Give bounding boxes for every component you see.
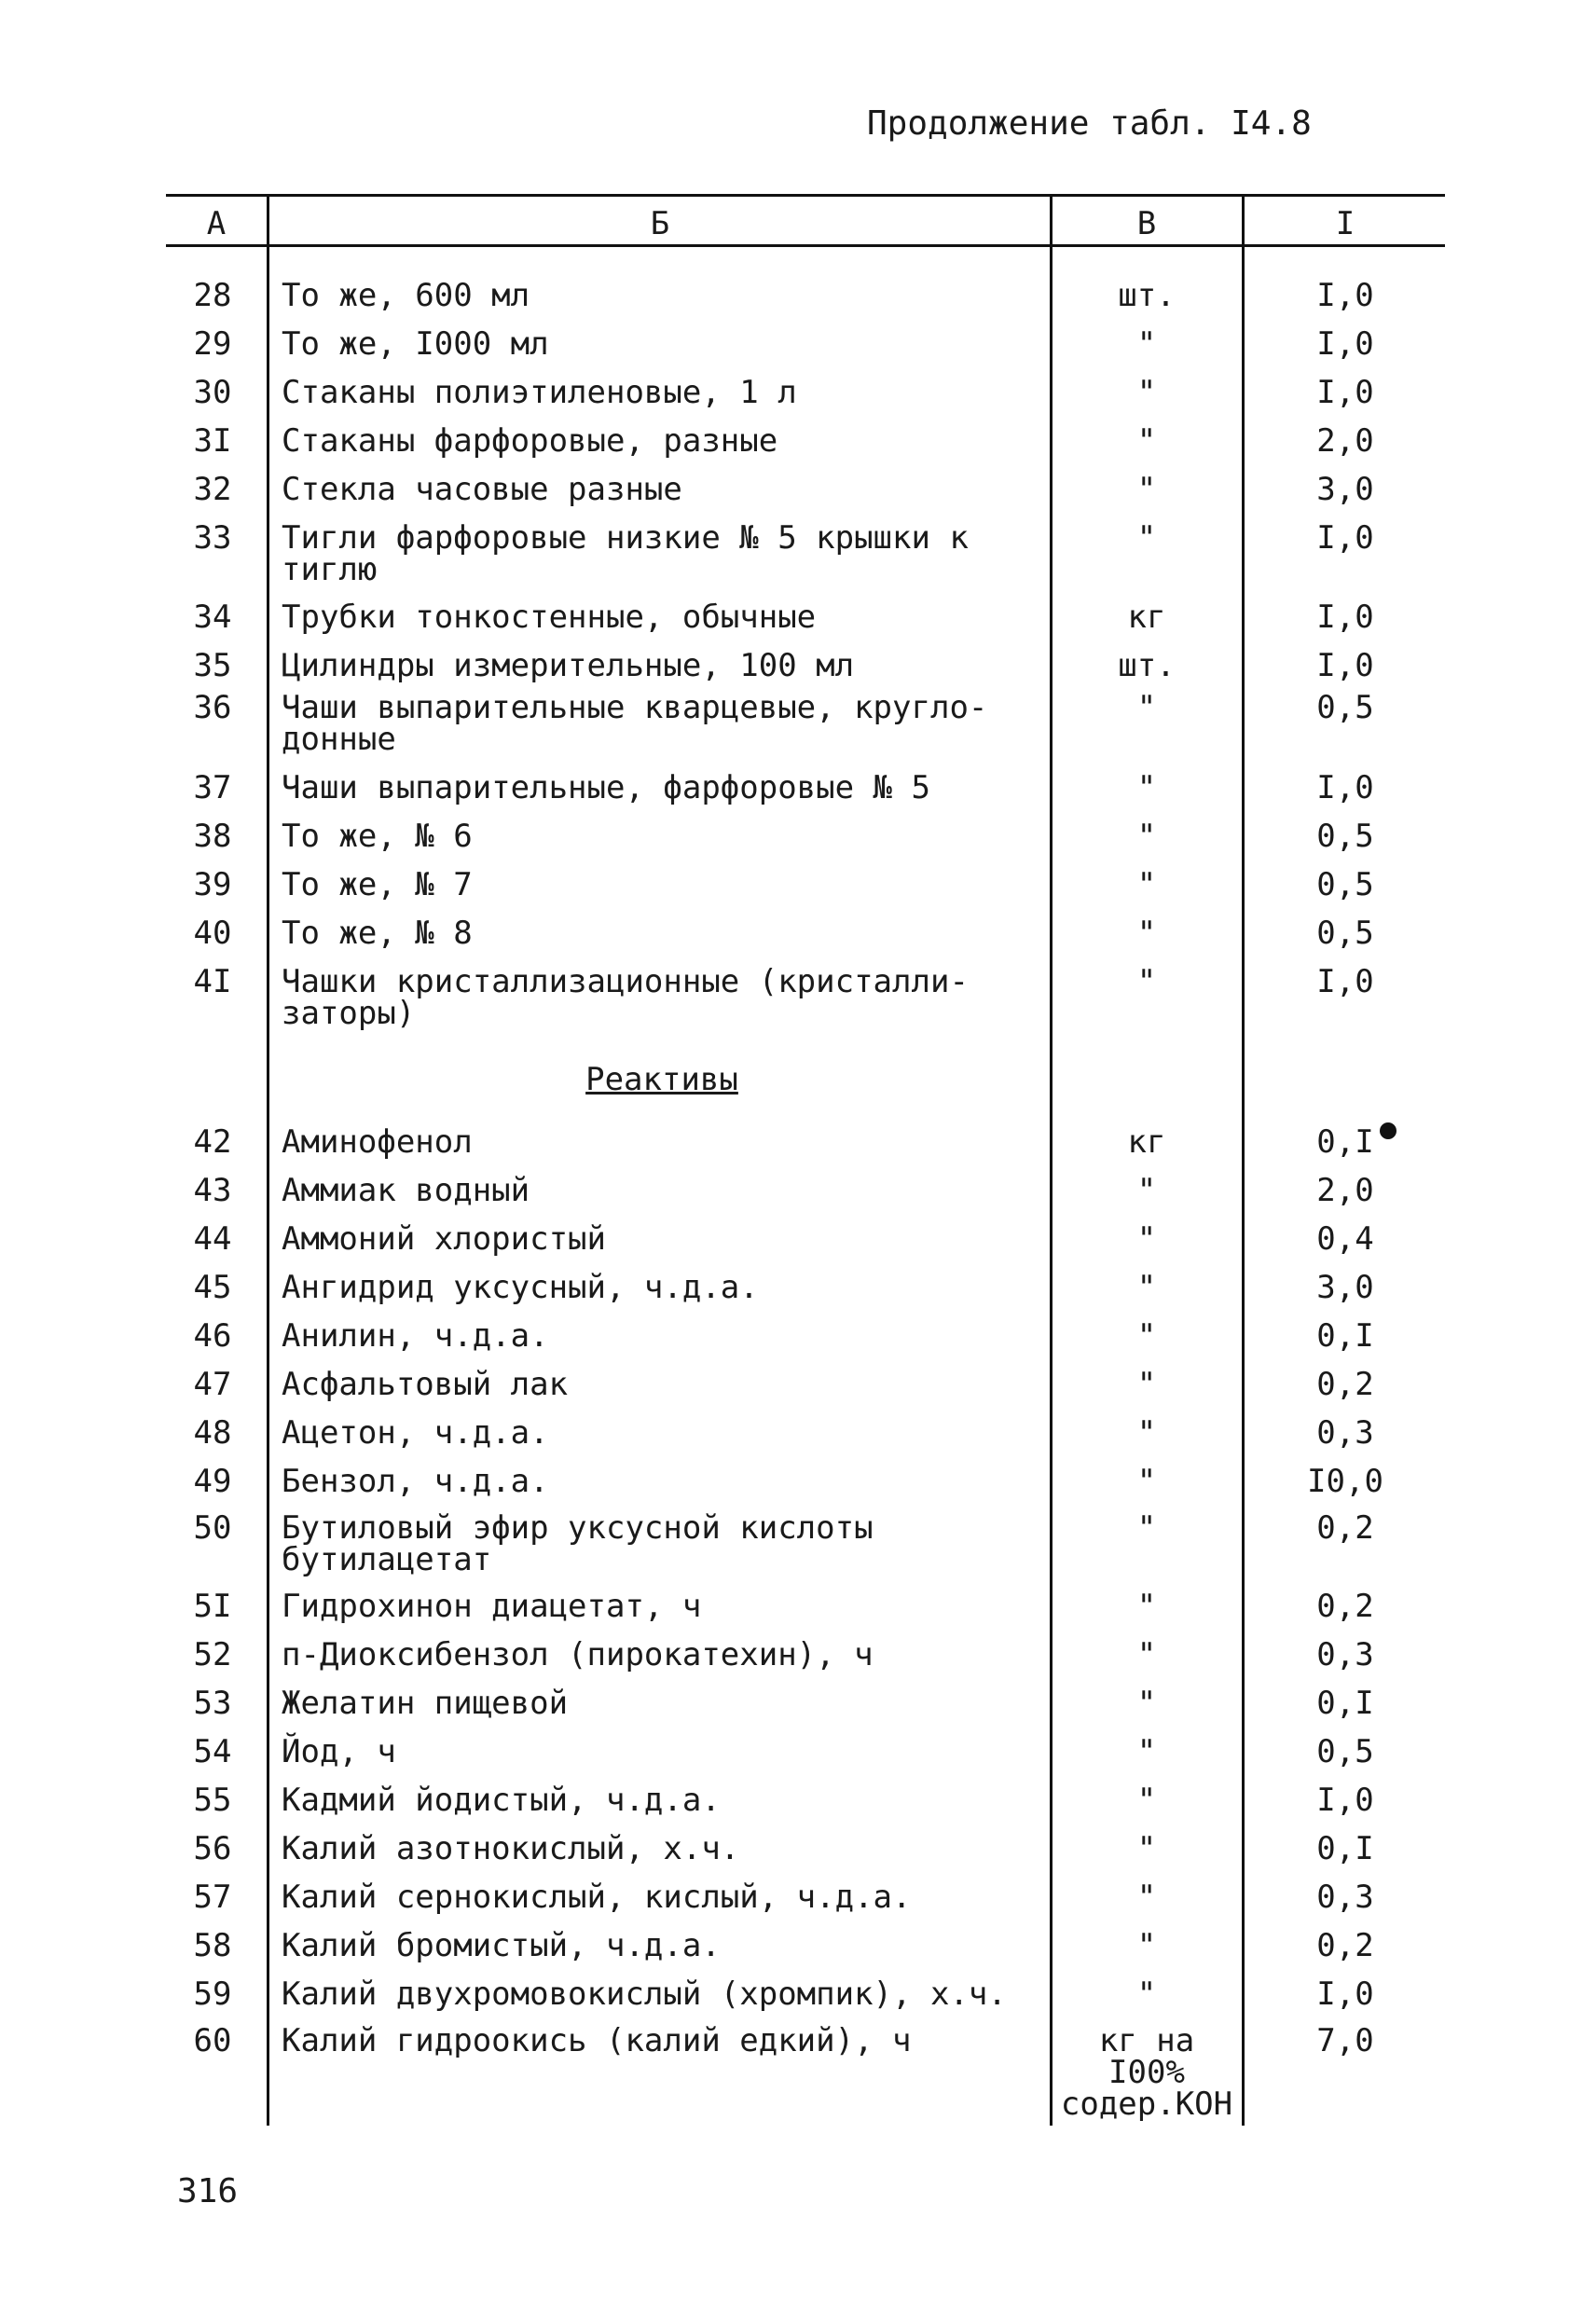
- row-number: 56: [193, 1830, 232, 1867]
- item-name: Стаканы полиэтиленовые, 1 л: [282, 374, 797, 411]
- unit-cell: ": [1136, 1782, 1157, 1819]
- unit-cell: шт.: [1118, 277, 1176, 314]
- quantity-cell: I,0: [1316, 1782, 1374, 1819]
- unit-cell: ": [1136, 422, 1157, 460]
- row-number: 45: [193, 1269, 232, 1306]
- page-number: 316: [177, 2172, 239, 2210]
- quantity-cell: 0,I: [1316, 1123, 1374, 1161]
- quantity-cell: I,0: [1316, 963, 1374, 1000]
- row-number: 33: [193, 519, 232, 557]
- unit-cell: ": [1136, 1414, 1157, 1452]
- unit-cell: ": [1136, 519, 1157, 557]
- unit-cell: ": [1136, 1879, 1157, 1916]
- item-name: Цилиндры измерительные, 100 мл: [282, 647, 855, 684]
- item-name: Чаши выпарительные кварцевые, кругло-донные: [282, 689, 988, 758]
- row-number: 46: [193, 1317, 232, 1355]
- unit-cell: ": [1136, 325, 1157, 363]
- unit-cell: ": [1136, 866, 1157, 903]
- unit-cell: ": [1136, 1588, 1157, 1625]
- row-number: 37: [193, 769, 232, 806]
- quantity-cell: 0,I: [1316, 1830, 1374, 1867]
- quantity-cell: 0,5: [1316, 689, 1374, 726]
- item-name: Трубки тонкостенные, обычные: [282, 599, 817, 636]
- item-name: Аммоний хлористый: [282, 1220, 606, 1258]
- table-top-rule: [166, 194, 1445, 197]
- unit-cell: ": [1136, 1685, 1157, 1722]
- row-number: 35: [193, 647, 232, 684]
- quantity-cell: I,0: [1316, 1976, 1374, 2013]
- quantity-cell: I,0: [1316, 647, 1374, 684]
- ink-dot-mark: [1380, 1122, 1396, 1139]
- unit-cell: ": [1136, 1317, 1157, 1355]
- row-number: 29: [193, 325, 232, 363]
- quantity-cell: 0,2: [1316, 1588, 1374, 1625]
- row-number: 49: [193, 1463, 232, 1500]
- quantity-cell: 0,3: [1316, 1879, 1374, 1916]
- row-number: 47: [193, 1366, 232, 1403]
- header-col-b: Б: [650, 205, 670, 242]
- quantity-cell: 7,0: [1316, 2022, 1374, 2059]
- row-number: 43: [193, 1172, 232, 1209]
- quantity-cell: 2,0: [1316, 1172, 1374, 1209]
- item-name: Тигли фарфоровые низкие № 5 крышки к тиглю: [282, 519, 969, 588]
- unit-cell: кг на I00% содер.КОН: [1060, 2022, 1233, 2123]
- unit-cell: ": [1136, 1366, 1157, 1403]
- quantity-cell: 0,2: [1316, 1927, 1374, 1964]
- item-name: Калий бромистый, ч.д.а.: [282, 1927, 721, 1964]
- row-number: 36: [193, 689, 232, 726]
- header-col-v: В: [1136, 205, 1157, 242]
- unit-cell: ": [1136, 915, 1157, 952]
- item-name: То же, № 8: [282, 915, 473, 952]
- quantity-cell: I,0: [1316, 374, 1374, 411]
- item-name: Калий сернокислый, кислый, ч.д.а.: [282, 1879, 912, 1916]
- row-number: 32: [193, 471, 232, 508]
- column-divider-a: [267, 194, 269, 2126]
- quantity-cell: 0,3: [1316, 1414, 1374, 1452]
- row-number: 53: [193, 1685, 232, 1722]
- row-number: 5I: [193, 1588, 232, 1625]
- unit-cell: ": [1136, 689, 1157, 726]
- quantity-cell: 0,I: [1316, 1685, 1374, 1722]
- unit-cell: ": [1136, 1509, 1157, 1547]
- quantity-cell: 0,I: [1316, 1317, 1374, 1355]
- item-name: То же, I000 мл: [282, 325, 549, 363]
- quantity-cell: 0,5: [1316, 1733, 1374, 1770]
- unit-cell: ": [1136, 963, 1157, 1000]
- unit-cell: кг: [1127, 599, 1166, 636]
- quantity-cell: I,0: [1316, 325, 1374, 363]
- quantity-cell: 0,3: [1316, 1636, 1374, 1673]
- unit-cell: кг: [1127, 1123, 1166, 1161]
- item-name: Бутиловый эфир уксусной кислоты бутилацетат: [282, 1509, 874, 1578]
- row-number: 54: [193, 1733, 232, 1770]
- row-number: 59: [193, 1976, 232, 2013]
- quantity-cell: I,0: [1316, 599, 1374, 636]
- item-name: Калий азотнокислый, х.ч.: [282, 1830, 740, 1867]
- unit-cell: ": [1136, 1733, 1157, 1770]
- column-divider-v: [1242, 194, 1245, 2126]
- item-name: Бензол, ч.д.а.: [282, 1463, 549, 1500]
- unit-cell: шт.: [1118, 647, 1176, 684]
- item-name: Аммиак водный: [282, 1172, 530, 1209]
- unit-cell: ": [1136, 818, 1157, 855]
- unit-cell: ": [1136, 1976, 1157, 2013]
- row-number: 28: [193, 277, 232, 314]
- row-number: 50: [193, 1509, 232, 1547]
- row-number: 44: [193, 1220, 232, 1258]
- item-name: То же, № 6: [282, 818, 473, 855]
- quantity-cell: 3,0: [1316, 471, 1374, 508]
- item-name: Стекла часовые разные: [282, 471, 682, 508]
- row-number: 55: [193, 1782, 232, 1819]
- quantity-cell: I0,0: [1307, 1463, 1383, 1500]
- unit-cell: ": [1136, 374, 1157, 411]
- header-col-i: I: [1335, 205, 1355, 242]
- quantity-cell: 0,5: [1316, 915, 1374, 952]
- item-name: Гидрохинон диацетат, ч: [282, 1588, 702, 1625]
- unit-cell: ": [1136, 1830, 1157, 1867]
- row-number: 48: [193, 1414, 232, 1452]
- table-caption: Продолжение табл. I4.8: [867, 104, 1312, 143]
- row-number: 58: [193, 1927, 232, 1964]
- quantity-cell: 0,2: [1316, 1366, 1374, 1403]
- row-number: 3I: [193, 422, 232, 460]
- row-number: 57: [193, 1879, 232, 1916]
- row-number: 52: [193, 1636, 232, 1673]
- unit-cell: ": [1136, 1220, 1157, 1258]
- item-name: Желатин пищевой: [282, 1685, 569, 1722]
- item-name: Аминофенол: [282, 1123, 473, 1161]
- item-name: То же, 600 мл: [282, 277, 530, 314]
- item-name: п-Диоксибензол (пирокатехин), ч: [282, 1636, 874, 1673]
- item-name: Калий двухромовокислый (хромпик), х.ч.: [282, 1976, 1007, 2013]
- item-name: Ангидрид уксусный, ч.д.а.: [282, 1269, 759, 1306]
- unit-cell: ": [1136, 769, 1157, 806]
- item-name: Калий гидроокись (калий едкий), ч: [282, 2022, 912, 2059]
- quantity-cell: 0,2: [1316, 1509, 1374, 1547]
- row-number: 40: [193, 915, 232, 952]
- row-number: 39: [193, 866, 232, 903]
- item-name: Чашки кристаллизационные (кристалли-заторы): [282, 963, 969, 1032]
- item-name: Анилин, ч.д.а.: [282, 1317, 549, 1355]
- item-name: Чаши выпарительные, фарфоровые № 5: [282, 769, 930, 806]
- unit-cell: ": [1136, 1927, 1157, 1964]
- quantity-cell: 0,4: [1316, 1220, 1374, 1258]
- item-name: Стаканы фарфоровые, разные: [282, 422, 778, 460]
- row-number: 30: [193, 374, 232, 411]
- quantity-cell: 0,5: [1316, 818, 1374, 855]
- row-number: 38: [193, 818, 232, 855]
- unit-cell: ": [1136, 1463, 1157, 1500]
- row-number: 42: [193, 1123, 232, 1161]
- unit-cell: ": [1136, 1269, 1157, 1306]
- table-header-rule: [166, 244, 1445, 247]
- item-name: Ацетон, ч.д.а.: [282, 1414, 549, 1452]
- column-divider-b: [1050, 194, 1053, 2126]
- quantity-cell: 2,0: [1316, 422, 1374, 460]
- row-number: 4I: [193, 963, 232, 1000]
- unit-cell: ": [1136, 1172, 1157, 1209]
- item-name: Асфальтовый лак: [282, 1366, 569, 1403]
- quantity-cell: I,0: [1316, 519, 1374, 557]
- quantity-cell: 3,0: [1316, 1269, 1374, 1306]
- unit-cell: ": [1136, 1636, 1157, 1673]
- item-name: Йод, ч: [282, 1733, 396, 1770]
- quantity-cell: I,0: [1316, 769, 1374, 806]
- section-title-reagents: Реактивы: [585, 1061, 738, 1098]
- row-number: 34: [193, 599, 232, 636]
- quantity-cell: I,0: [1316, 277, 1374, 314]
- quantity-cell: 0,5: [1316, 866, 1374, 903]
- item-name: То же, № 7: [282, 866, 473, 903]
- unit-cell: ": [1136, 471, 1157, 508]
- item-name: Кадмий йодистый, ч.д.а.: [282, 1782, 721, 1819]
- row-number: 60: [193, 2022, 232, 2059]
- header-col-a: А: [206, 205, 227, 242]
